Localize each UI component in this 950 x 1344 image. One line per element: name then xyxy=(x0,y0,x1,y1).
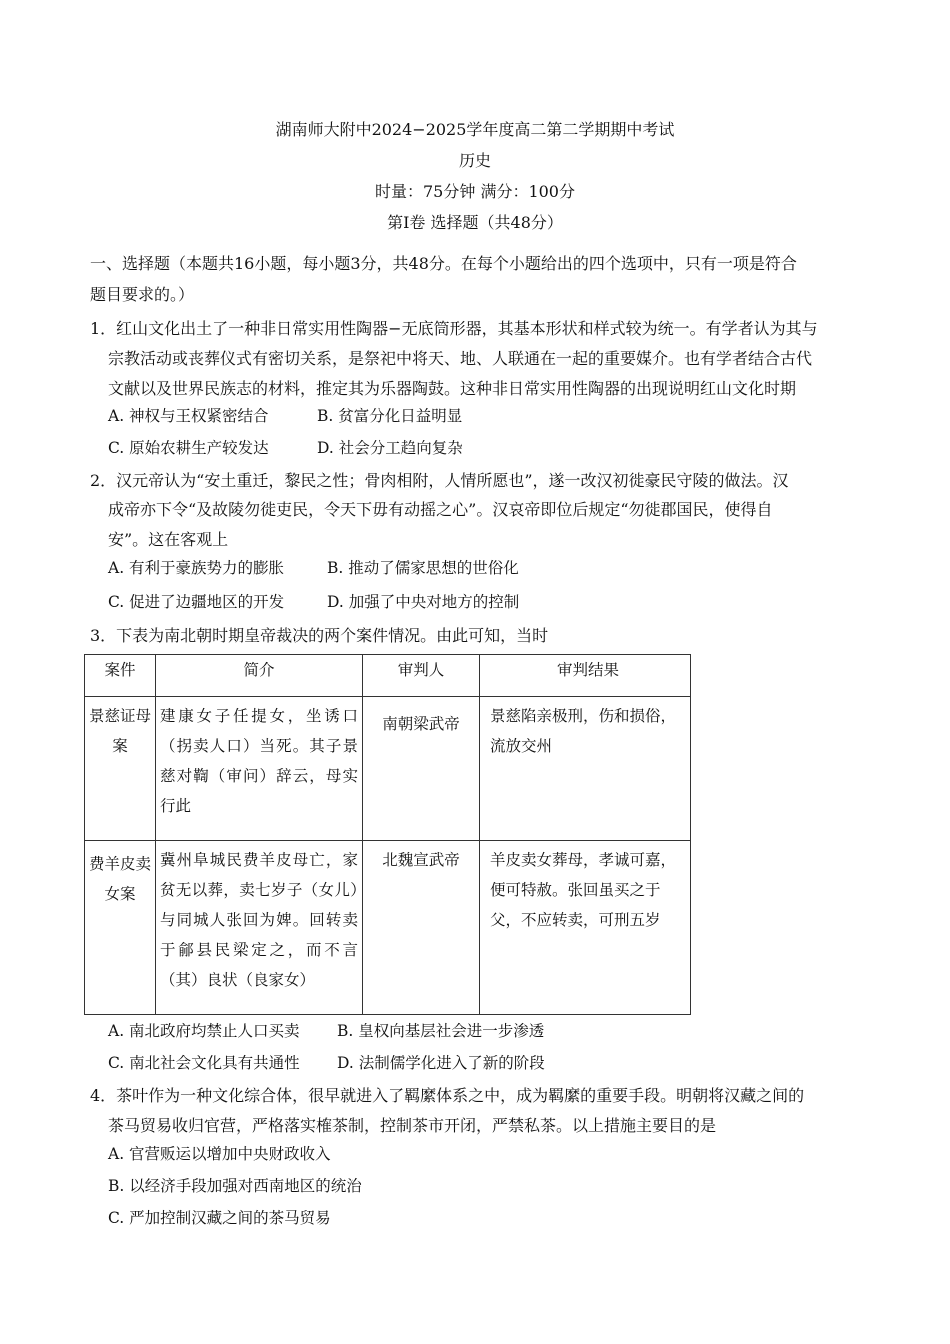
q1-stem-line-2: 宗教活动或丧葬仪式有密切关系，是祭祀中将天、地、人联通在一起的重要媒介。也有学者结合古代 xyxy=(108,349,813,368)
q2-option-b: B. 推动了儒家思想的世俗化 xyxy=(327,559,519,577)
q2-option-a: A. 有利于豪族势力的膨胀 xyxy=(108,559,285,577)
table-header-case: 案件 xyxy=(85,655,156,697)
q3-option-b: B. 皇权向基层社会进一步渗透 xyxy=(337,1022,545,1040)
table-header-judge: 审判人 xyxy=(363,655,480,697)
table-cell-result: 景慈陷亲极刑，伤和损俗，流放交州 xyxy=(480,697,691,841)
q3-option-c: C. 南北社会文化具有共通性 xyxy=(108,1054,300,1072)
table-cell-summary: 冀州阜城民费羊皮母亡，家贫无以葬，卖七岁子（女儿）与同城人张回为婢。回转卖于鄃县民梁定之，而不言（其）良状（良家女） xyxy=(156,841,363,1015)
q1-option-d: D. 社会分工趋向复杂 xyxy=(317,439,463,457)
table-cell-judge: 北魏宣武帝 xyxy=(363,841,480,1015)
q1-option-a: A. 神权与王权紧密结合 xyxy=(108,407,269,425)
q2-stem-line-2: 成帝亦下令“及故陵勿徙吏民，令天下毋有动摇之心”。汉哀帝即位后规定“勿徙郡国民，使得自 xyxy=(108,500,773,519)
q1-stem-line-1: 1．红山文化出土了一种非日常实用性陶器−无底筒形器，其基本形状和样式较为统一。有学者认为其与 xyxy=(90,319,818,338)
q2-option-d: D. 加强了中央对地方的控制 xyxy=(327,593,520,611)
instructions-line-2: 题目要求的。） xyxy=(90,285,195,304)
q4-option-a: A. 官营贩运以增加中央财政收入 xyxy=(108,1145,331,1163)
q4-option-c: C. 严加控制汉藏之间的茶马贸易 xyxy=(108,1209,331,1227)
q3-option-d: D. 法制儒学化进入了新的阶段 xyxy=(337,1054,545,1072)
q2-option-c: C. 促进了边疆地区的开发 xyxy=(108,593,285,611)
table-cell-case: 费羊皮卖女案 xyxy=(85,841,156,1015)
subject-title: 历史 xyxy=(458,151,491,170)
instructions-line-1: 一、选择题（本题共16小题，每小题3分，共48分。在每个小题给出的四个选项中，只有一项是符合 xyxy=(90,254,797,273)
q3-case-table xyxy=(84,654,691,1015)
time-score: 时量：75分钟 满分：100分 xyxy=(375,182,575,201)
q3-stem-line-1: 3．下表为南北朝时期皇帝裁决的两个案件情况。由此可知，当时 xyxy=(90,626,549,645)
table-cell-result: 羊皮卖女葬母，孝诚可嘉，便可特赦。张回虽买之于父，不应转卖，可刑五岁 xyxy=(480,841,691,1015)
exam-title: 湖南师大附中2024−2025学年度高二第二学期期中考试 xyxy=(275,120,675,139)
section-title: 第Ⅰ卷 选择题（共48分） xyxy=(387,213,563,232)
q1-stem-line-3: 文献以及世界民族志的材料，推定其为乐器陶鼓。这种非日常实用性陶器的出现说明红山文化时期 xyxy=(108,379,797,398)
q1-option-c: C. 原始农耕生产较发达 xyxy=(108,439,269,457)
table-header-result: 审判结果 xyxy=(480,655,691,697)
q4-stem-line-1: 4．茶叶作为一种文化综合体，很早就进入了羁縻体系之中，成为羁縻的重要手段。明朝将汉藏之间的 xyxy=(90,1086,805,1105)
q2-stem-line-1: 2．汉元帝认为“安土重迁，黎民之性；骨肉相附，人情所愿也”，遂一改汉初徙豪民守陵的做法。汉 xyxy=(90,471,789,490)
table-cell-case: 景慈证母案 xyxy=(85,697,156,841)
table-row xyxy=(85,697,691,841)
q4-option-b: B. 以经济手段加强对西南地区的统治 xyxy=(108,1177,362,1195)
table-header-summary: 简介 xyxy=(156,655,363,697)
table-cell-judge: 南朝梁武帝 xyxy=(363,697,480,841)
q1-option-b: B. 贫富分化日益明显 xyxy=(317,407,463,425)
q2-stem-line-3: 安”。这在客观上 xyxy=(108,530,229,549)
table-cell-summary: 建康女子任提女，坐诱口（拐卖人口）当死。其子景慈对鞫（审问）辞云，母实行此 xyxy=(156,697,363,841)
q3-option-a: A. 南北政府均禁止人口买卖 xyxy=(108,1022,300,1040)
table-header-row xyxy=(85,655,691,697)
table-row xyxy=(85,841,691,1015)
q4-stem-line-2: 茶马贸易收归官营，严格落实榷茶制，控制茶市开闭，严禁私茶。以上措施主要目的是 xyxy=(108,1116,717,1135)
